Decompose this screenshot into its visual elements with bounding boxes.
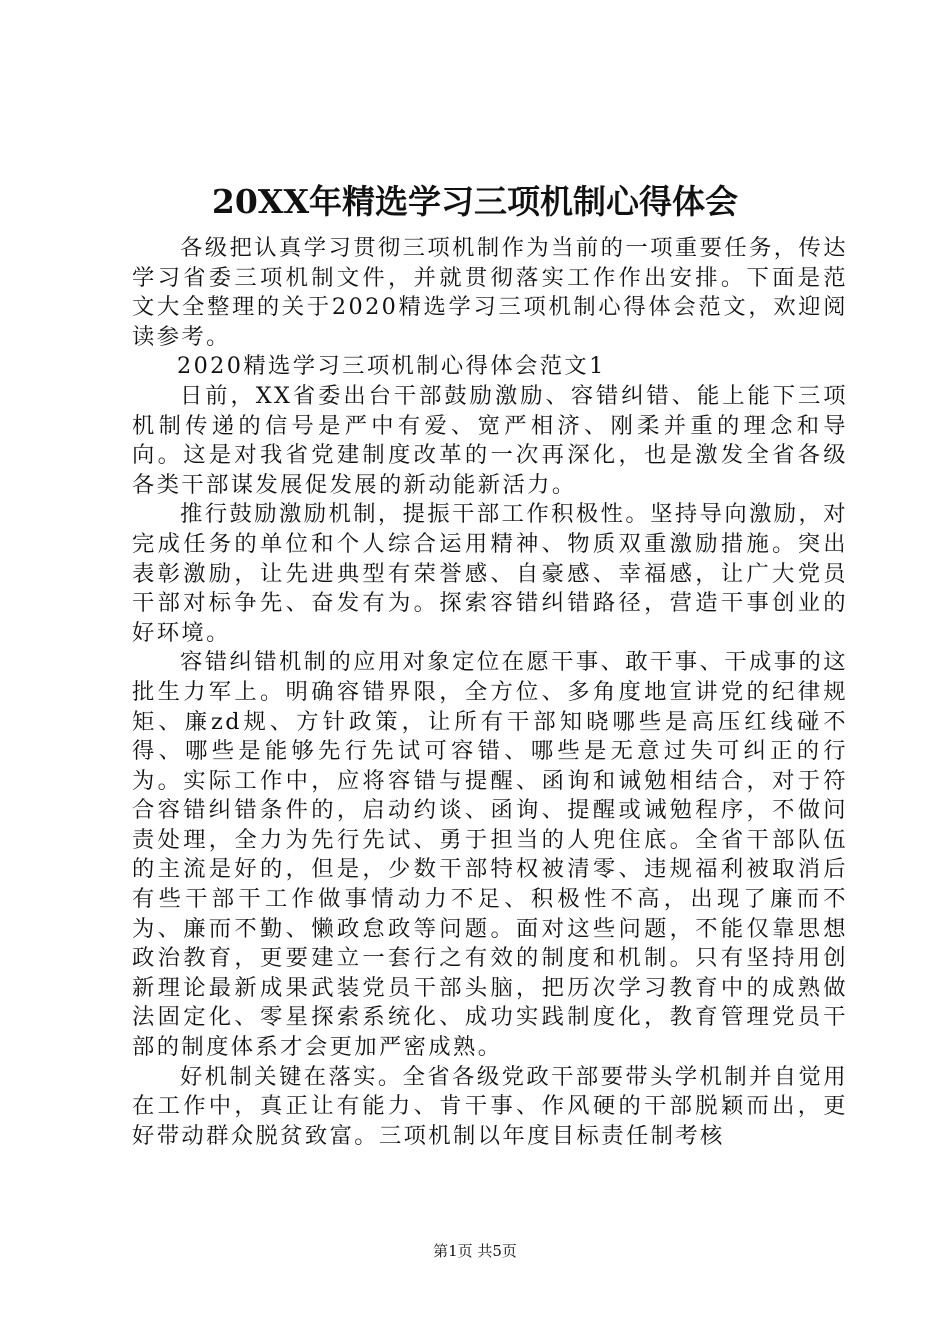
document-body: [132, 234, 848, 1151]
document-title: 20XX年精选学习三项机制心得体会: [211, 182, 739, 221]
body-paragraph-2: 推行鼓励激励机制，提振干部工作积极性。坚持导向激励，对完成任务的单位和个人综合运用精神、物质双重激励措施。突出表彰激励，让先进典型有荣誉感、自豪感、幸福感，让广大党员干部对标争先、奋发有为。探索容错纠错路径，营造干事创业的好环境。: [132, 501, 848, 646]
body-paragraph-3: 容错纠错机制的应用对象定位在愿干事、敢干事、干成事的这批生力军上。明确容错界限，全方位、多角度地宣讲党的纪律规矩、廉zd规、方针政策，让所有干部知晓哪些是高压红线碰不得、哪些是能够先行先试可容错、哪些是无意过失可纠正的行为。实际工作中，应将容错与提醒、函询和诫勉相结合，对于符合容错纠错条件的，启动约谈、函询、提醒或诫勉程序，不做问责处理，全力为先行先试、勇于担当的人兜住底。全省干部队伍的主流是好的，但是，少数干部特权被清零、违规福利被取消后有些干部干工作做事情动力不足、积极性不高，出现了廉而不为、廉而不勤、懒政怠政等问题。面对这些问题，不能仅靠思想政治教育，更要建立一套行之有效的制度和机制。只有坚持用创新理论最新成果武装党员干部头脑，把历次学习教育中的成熟做法固定化、零星探索系统化、成功实践制度化，教育管理党员干部的制度体系才会更加严密成熟。: [132, 649, 848, 1061]
intro-paragraph: 各级把认真学习贯彻三项机制作为当前的一项重要任务，传达学习省委三项机制文件，并就贯彻落实工作作出安排。下面是范文大全整理的关于2020精选学习三项机制心得体会范文，欢迎阅读参考。: [132, 235, 848, 350]
page-footer: 第1页 共5页: [433, 1242, 517, 1260]
section-heading: 2020精选学习三项机制心得体会范文1: [177, 353, 606, 380]
body-paragraph-4: 好机制关键在落实。全省各级党政干部要带头学机制并自觉用在工作中，真正让有能力、肯干事、作风硬的干部脱颖而出，更好带动群众脱贫致富。三项机制以年度目标责任制考核: [132, 1063, 848, 1149]
body-paragraph-1: 日前，XX省委出台干部鼓励激励、容错纠错、能上能下三项机制传递的信号是严中有爱、宽严相济、刚柔并重的理念和导向。这是对我省党建制度改革的一次再深化，也是激发全省各级各类干部谋发展促发展的新动能新活力。: [132, 382, 848, 498]
